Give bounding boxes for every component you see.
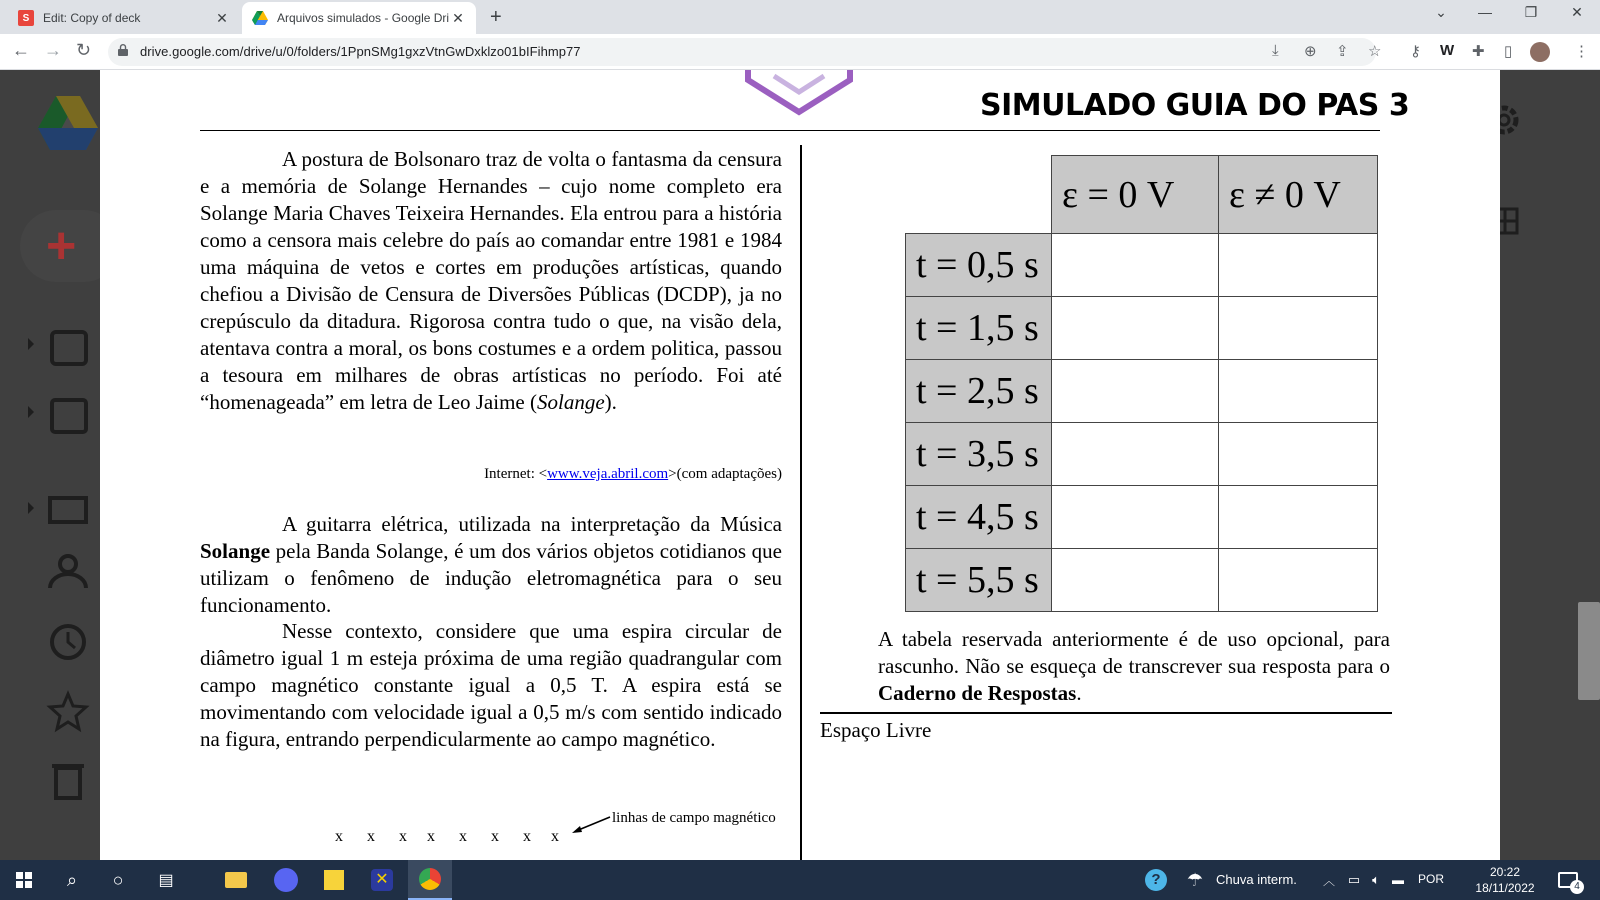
field-mark: x <box>523 828 531 845</box>
table-row <box>906 549 1378 612</box>
song-name-bold: Solange <box>200 539 271 563</box>
file-explorer-icon[interactable] <box>214 860 258 900</box>
answer-cell <box>1219 549 1378 612</box>
plus-icon: + <box>46 217 77 275</box>
new-tab-icon[interactable]: + <box>490 6 502 28</box>
page-title: SIMULADO GUIA DO PAS 3 <box>980 88 1410 123</box>
tab-title: Edit: Copy of deck <box>43 11 141 25</box>
restore-icon[interactable]: ❐ <box>1524 4 1538 20</box>
chrome-icon[interactable] <box>408 860 452 900</box>
time-label: t = 4,5 s <box>906 486 1052 549</box>
task-view-icon[interactable]: ▤ <box>158 872 174 889</box>
paragraph-espira: Nesse contexto, considere que uma espira circular de diâmetro igual 1 m esteja próxima de uma região quadrangular com campo magnético constante igual a 0,5 T. A espira está se movimentando com velocidade igual a 0,5 m/s com sentido indicado na figura, entrando perpendicularmente ao campo magnético. <box>200 619 782 751</box>
table-header: ε ≠ 0 V <box>1219 156 1378 234</box>
title-rule <box>200 130 1380 131</box>
weather-text[interactable]: Chuva interm. <box>1216 872 1297 887</box>
extensions-icon[interactable]: ✚ <box>1472 43 1485 60</box>
figure-label: linhas de campo magnético <box>612 810 776 826</box>
clock[interactable] <box>1470 864 1540 896</box>
drive-icon <box>252 10 268 26</box>
field-mark: x <box>459 828 467 845</box>
section-rule <box>820 712 1392 714</box>
side-panel-icon[interactable]: ▯ <box>1504 43 1513 60</box>
answer-cell <box>1219 486 1378 549</box>
exam-logo-icon <box>744 70 854 116</box>
forward-icon[interactable]: → <box>44 40 62 60</box>
answer-cell <box>1052 234 1219 297</box>
language-indicator[interactable]: POR <box>1418 872 1445 886</box>
minimize-icon[interactable]: — <box>1478 4 1492 20</box>
paragraph-censura: A postura de Bolsonaro traz de volta o fantasma da censura e a memória de Solange Hernandes – cujo nome completo era Solange Maria Chaves Teixeira Hernandes. Ela entrou para a história como a censora mais celebre do país ao comandar entre 1981 e 1984 uma máquina de vetos e cortes em produções artísticas, quando chefiou a Divisão de Censura de Diversões Públicas (DCDP), ja no crepúsculo da ditadura. Rigorosa contra tudo o que, na visão dela, atentava contra a moral, os bons costumes e a ordem politica, passou a tesoura em milhares de obras artísticas no período. Foi até “homenageada” em letra de Leo Jaime (Solange). <box>200 147 782 414</box>
sticky-notes-icon[interactable] <box>312 860 356 900</box>
clock-date: 18/11/2022 <box>1475 881 1535 895</box>
drive-sidebar-icons <box>22 330 102 810</box>
discord-icon[interactable] <box>264 860 308 900</box>
tab-strip <box>0 0 1600 34</box>
install-icon[interactable]: ⤓ <box>1272 42 1279 59</box>
share-icon[interactable]: ⇪ <box>1336 43 1349 60</box>
table-header: ε = 0 V <box>1052 156 1219 234</box>
field-mark: x <box>399 828 407 845</box>
bookmark-star-icon[interactable]: ☆ <box>1368 43 1382 60</box>
wikipedia-icon[interactable]: W <box>1440 42 1455 59</box>
close-icon[interactable]: ✕ <box>216 9 228 26</box>
back-icon[interactable]: ← <box>12 40 30 60</box>
drive-logo-icon <box>38 96 98 150</box>
draft-table <box>905 155 1378 612</box>
field-mark: x <box>427 828 435 845</box>
help-icon[interactable]: ? <box>1142 860 1170 900</box>
table-corner <box>906 156 1052 234</box>
browser-toolbar <box>0 34 1600 70</box>
search-icon[interactable]: ⌕ <box>66 869 78 890</box>
table-note: A tabela reservada anteriormente é de uso opcional, para rascunho. Não se esqueça de transcrever sua resposta para o Caderno de Respostas. <box>878 627 1390 705</box>
answer-cell <box>1052 549 1219 612</box>
chevron-up-icon[interactable]: ︿ <box>1322 873 1335 888</box>
time-label: t = 2,5 s <box>906 360 1052 423</box>
menu-icon[interactable]: ⋮ <box>1574 43 1589 60</box>
windows-taskbar <box>0 860 1600 900</box>
tab-search-icon[interactable]: ⌄ <box>1435 4 1447 20</box>
tab-slides[interactable] <box>8 2 240 34</box>
notifications-icon[interactable] <box>1548 860 1588 900</box>
time-label: t = 5,5 s <box>906 549 1052 612</box>
tab-title: Arquivos simulados - Google Dri <box>277 11 450 25</box>
field-mark: x <box>551 828 559 845</box>
document-page <box>100 70 1500 860</box>
arrow-icon <box>570 815 612 835</box>
answer-cell <box>1219 423 1378 486</box>
tab-drive[interactable] <box>242 2 476 34</box>
answer-cell <box>1052 360 1219 423</box>
table-row <box>906 297 1378 360</box>
field-mark: x <box>367 828 375 845</box>
key-icon[interactable]: ⚷ <box>1410 43 1421 60</box>
slides-icon: S <box>18 10 34 26</box>
start-button[interactable] <box>4 860 44 900</box>
source-link[interactable]: www.veja.abril.com <box>547 466 669 482</box>
close-icon[interactable]: ✕ <box>452 9 464 26</box>
page-scrollbar[interactable] <box>1578 602 1600 700</box>
answer-cell <box>1052 486 1219 549</box>
table-header-row <box>906 156 1378 234</box>
reload-icon[interactable]: ↻ <box>76 40 92 60</box>
window-close-icon[interactable]: ✕ <box>1571 4 1583 20</box>
time-label: t = 1,5 s <box>906 297 1052 360</box>
umbrella-weather-icon[interactable]: ☂ <box>1186 869 1204 890</box>
answer-cell <box>1052 423 1219 486</box>
clock-time: 20:22 <box>1489 865 1521 879</box>
table-row <box>906 360 1378 423</box>
column-divider <box>800 145 802 860</box>
free-space-label: Espaço Livre <box>820 718 932 742</box>
lock-icon <box>118 44 128 56</box>
time-label: t = 3,5 s <box>906 423 1052 486</box>
song-title-italic: Solange <box>536 390 605 414</box>
answer-cell <box>1219 360 1378 423</box>
app-icon[interactable]: ✕ <box>360 860 404 900</box>
avatar[interactable] <box>1530 42 1550 62</box>
cortana-icon[interactable]: ○ <box>112 869 124 890</box>
battery-icon[interactable]: ▬ <box>1392 873 1404 887</box>
field-mark: x <box>491 828 499 845</box>
answer-cell <box>1219 297 1378 360</box>
url-text: drive.google.com/drive/u/0/folders/1PpnSMg1gxzVtnGwDxklzo01bIFihmp77 <box>140 44 581 59</box>
windows-logo-icon <box>16 872 32 888</box>
time-label: t = 0,5 s <box>906 234 1052 297</box>
table-row <box>906 234 1378 297</box>
table-row <box>906 486 1378 549</box>
zoom-icon[interactable]: ⊕ <box>1304 43 1317 60</box>
source-citation: Internet: <www.veja.abril.com>(com adaptações) <box>484 466 782 482</box>
paragraph-guitarra: A guitarra elétrica, utilizada na interpretação da Música Solange pela Banda Solange, é um dos vários objetos cotidianos que utilizam o fenômeno de indução eletromagnética para o seu funcionamento. <box>200 512 782 617</box>
answer-book-bold: Caderno de Respostas <box>878 681 1077 705</box>
volume-icon[interactable]: 🔈︎ <box>1372 872 1380 887</box>
network-icon[interactable]: ▭ <box>1347 872 1361 887</box>
field-mark: x <box>335 828 343 845</box>
answer-cell <box>1052 297 1219 360</box>
answer-cell <box>1219 234 1378 297</box>
notification-count: 4 <box>1570 880 1584 894</box>
table-row <box>906 423 1378 486</box>
address-bar[interactable] <box>108 38 1376 66</box>
